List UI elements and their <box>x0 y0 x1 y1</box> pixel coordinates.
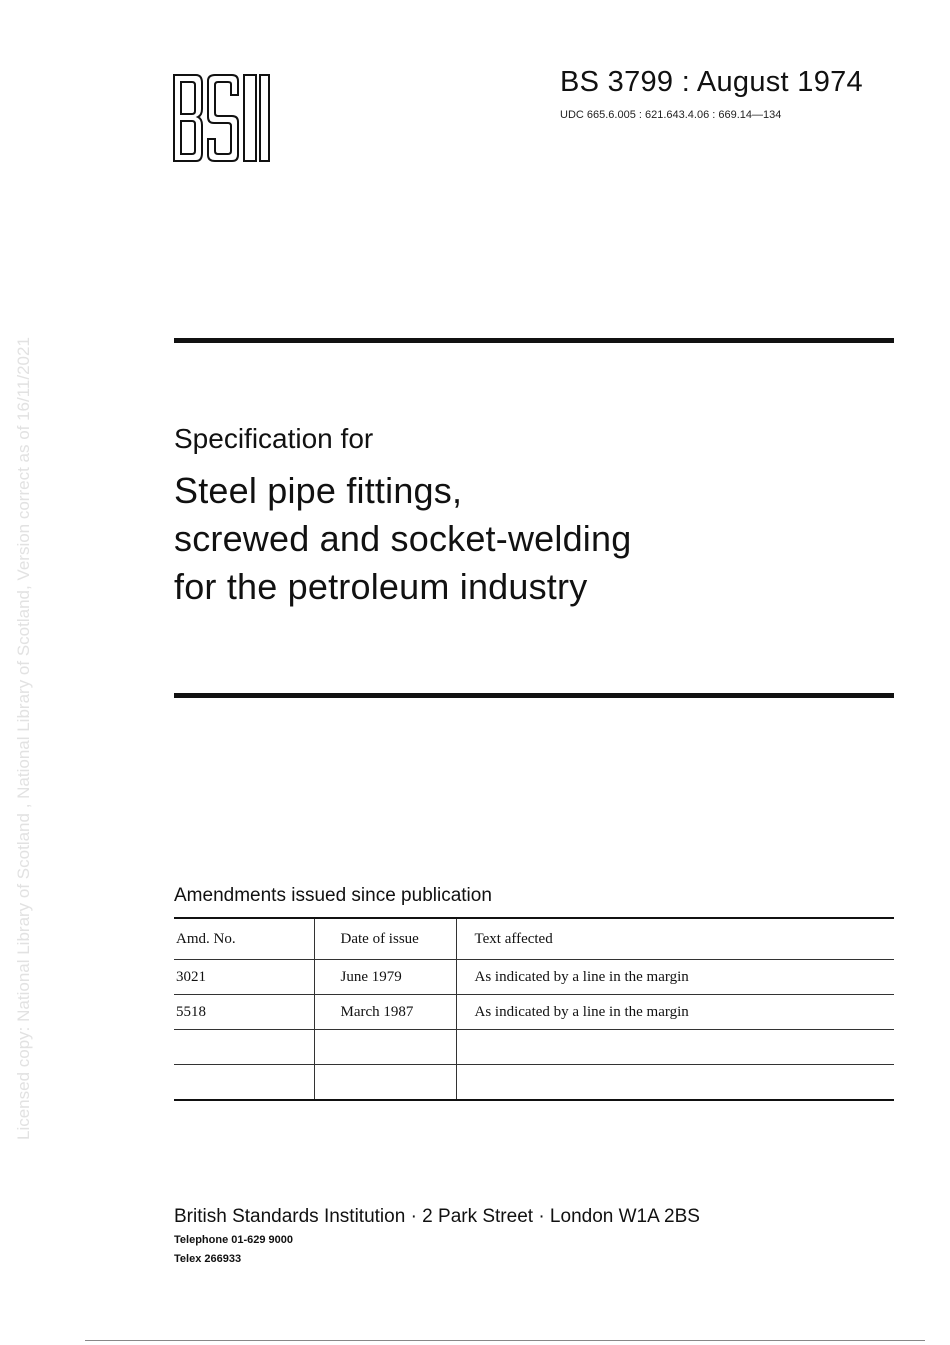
bsi-logo <box>172 73 272 163</box>
standard-number: BS 3799 : August 1974 <box>560 66 863 98</box>
column-header-date: Date of issue <box>314 918 456 960</box>
amd-number-cell: 3021 <box>174 960 314 995</box>
title-bottom-rule <box>174 693 894 698</box>
text-affected-cell: As indicated by a line in the margin <box>456 960 894 995</box>
udc-classification: UDC 665.6.005 : 621.643.4.06 : 669.14—134 <box>560 109 782 121</box>
column-header-text-affected: Text affected <box>456 918 894 960</box>
title-line-3: for the petroleum industry <box>174 566 588 607</box>
table-row <box>174 995 894 1030</box>
amd-number-cell <box>174 1030 314 1065</box>
date-cell: March 1987 <box>314 995 456 1030</box>
table-header-row <box>174 918 894 960</box>
amendments-heading: Amendments issued since publication <box>174 885 492 906</box>
title-prefix: Specification for <box>174 423 374 454</box>
publisher-telephone: Telephone 01-629 9000 <box>174 1234 294 1246</box>
title-line-2: screwed and socket-welding <box>174 518 632 559</box>
text-affected-cell <box>456 1065 894 1101</box>
page-bottom-rule <box>85 1340 925 1341</box>
column-header-amd-no: Amd. No. <box>174 918 314 960</box>
publisher-telex: Telex 266933 <box>174 1253 242 1265</box>
text-affected-cell <box>456 1030 894 1065</box>
title-top-rule <box>174 338 894 343</box>
publisher-address: British Standards Institution · 2 Park Street · London W1A 2BS <box>174 1206 700 1227</box>
title-line-1: Steel pipe fittings, <box>174 470 463 511</box>
license-watermark: Licensed copy: National Library of Scotland , National Library of Scotland, Version correct as of 16/11/2021 <box>14 337 33 1140</box>
date-cell <box>314 1065 456 1101</box>
amendments-table <box>174 917 894 1101</box>
amd-number-cell <box>174 1065 314 1101</box>
amd-number-cell: 5518 <box>174 995 314 1030</box>
table-row <box>174 1030 894 1065</box>
table-row <box>174 960 894 995</box>
date-cell: June 1979 <box>314 960 456 995</box>
date-cell <box>314 1030 456 1065</box>
text-affected-cell: As indicated by a line in the margin <box>456 995 894 1030</box>
table-row <box>174 1065 894 1101</box>
